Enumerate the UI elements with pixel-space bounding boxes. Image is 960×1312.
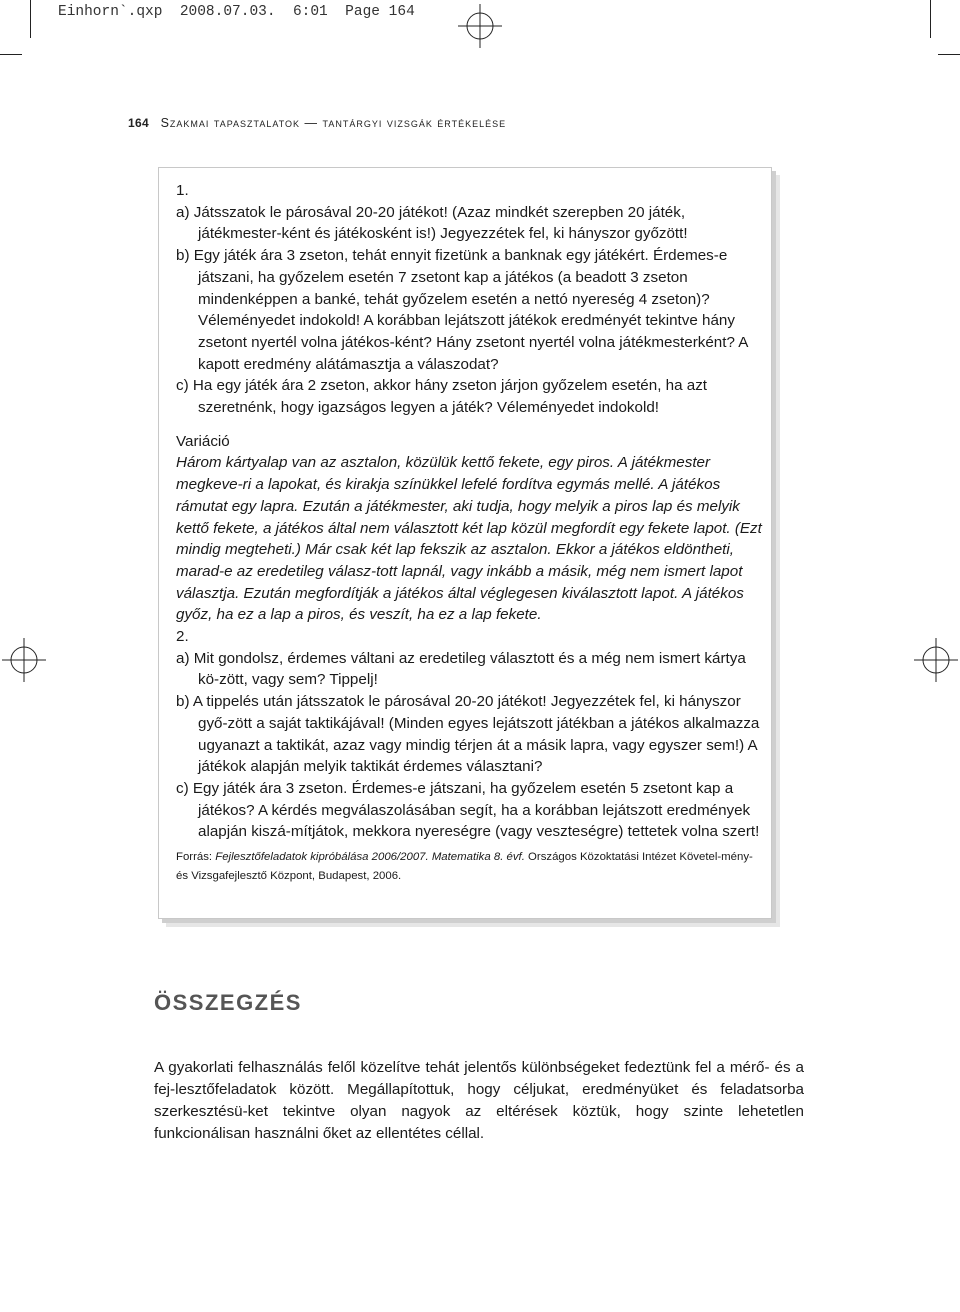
crop-line-left-top	[0, 54, 22, 55]
source-rest: Országos Közoktatási Intézet Követel-mény- és Vizsgafejlesztő Központ, Budapest, 2006.	[176, 851, 753, 883]
slug-date: 2008.07.03.	[179, 4, 276, 20]
task2-b: b) A tippelés után játsszatok le párosával 20-20 játékot! Jegyezzétek fel, ki hányszor győ-zött a saját taktikájával! (Minden egyes lejátszott játékban a játékos alkalmazza ugyanazt a taktikát, azaz vagy mindig térjen át a másik lapra, vagy egyszer sem!) A játékok alapján melyik taktikát érdemes választani?	[176, 693, 760, 776]
summary-heading: ÖSSZEGZÉS	[154, 990, 302, 1015]
variation-text: Három kártyalap van az asztalon, közülük kettő fekete, egy piros. A játékmester megkeve-ri a lapokat, és kirakja színükkel lefelé fordítva egymás mellé. A játékos rámutat egy lapra. Ezután a játékmester, aki tudja, hogy melyik a piros lap és melyik kettő fekete, a játékos által nem választott két lap közül megfordít egy fekete lapot. (Ezt mindig megteheti.) Már csak két lap fekszik az asztalon. Ekkor a játékos eldöntheti, marad-e az eredetileg válasz-tott lapnál, vagy inkább a másik, még nem ismert lapot választja. Ezután megfordítják a játékos által véglegesen kiválasztott lapot. A játékos győz, ha ez a lap a piros, és veszít, ha ez a lap fekete.	[176, 454, 762, 624]
task1-a: a) Játsszatok le párosával 20-20 játékot! (Azaz mindkét szerepben 20 játék, játékmester-ként és játékosként is!) Jegyezzétek fel, ki hányszor győzött!	[176, 203, 688, 243]
registration-mark-right-icon	[912, 636, 960, 684]
task1-label: 1.	[176, 182, 189, 199]
task2-label: 2.	[176, 628, 189, 646]
task1-b: b) Egy játék ára 3 zseton, tehát ennyit fizetünk a banknak egy játékért. Érdemes-e játszani, ha győzelem esetén 7 zsetont kap a játékos (a beadott 3 zseton mindenképpen a banké, tehát győzelem esetén a nettó nyereség 4 zseton)? Véleményedet indokold! A korábban lejátszott játékok eredményét tekintve hány zsetont nyertél volna játékos-ként? Hány zsetont nyertél volna játékmesterként? A kapott eredmény alátámasztja a válaszodat?	[176, 247, 748, 373]
slug-page: Page 164	[345, 4, 415, 20]
task1-c: c) Ha egy játék ára 2 zseton, akkor hány zseton járjon győzelem esetén, ha azt szeretnénk, hogy igazságos legyen a játék? Véleményedet indokold!	[176, 377, 708, 417]
page-number: 164	[128, 116, 149, 130]
crop-line-top-right	[930, 0, 931, 38]
task-box	[158, 167, 772, 919]
task2-c: c) Egy játék ára 3 zseton. Érdemes-e játszani, ha győzelem esetén 5 zsetont kap a játékos? A kérdés megválaszolásában segít, ha a korábban lejátszott eredmények alapján kiszá-mítjátok, mekkora nyereségre (vagy veszteségre) tettetek volna szert!	[176, 779, 760, 841]
crop-line-right-top	[938, 54, 960, 55]
prepress-slug	[58, 4, 415, 20]
task2-a: a) Mit gondolsz, érdemes váltani az eredetileg választott és a még nem ismert kártya kö-zött, vagy sem? Tippelj!	[176, 649, 746, 689]
variation-label: Variáció	[176, 432, 230, 450]
running-header	[128, 116, 506, 130]
crop-line-top-left	[30, 0, 31, 38]
registration-mark-left-icon	[0, 636, 48, 684]
running-header-title: Szakmai tapasztalatok — tantárgyi vizsgák értékelése	[160, 116, 507, 130]
source-title: Fejlesztőfeladatok kipróbálása 2006/2007. Matematika 8. évf.	[215, 851, 525, 864]
slug-file: Einhorn`.qxp	[58, 4, 163, 20]
source-note	[176, 848, 762, 886]
registration-mark-top-icon	[456, 2, 504, 50]
slug-time: 6:01	[292, 4, 328, 20]
summary-text: A gyakorlati felhasználás felől közelítve tehát jelentős különbségeket fedeztünk fel a mérő- és a fej-lesztőfeladatok között. Megállapítottuk, hogy céljukat, eredményüket és feladatsorba szerkesztésü-ket tekintve olyan nagyok az eltérések köztük, hogy szinte lehetetlen funkcionálisan használni őket az ellentétes céllal.	[154, 1059, 804, 1142]
source-prefix: Forrás:	[176, 851, 216, 864]
